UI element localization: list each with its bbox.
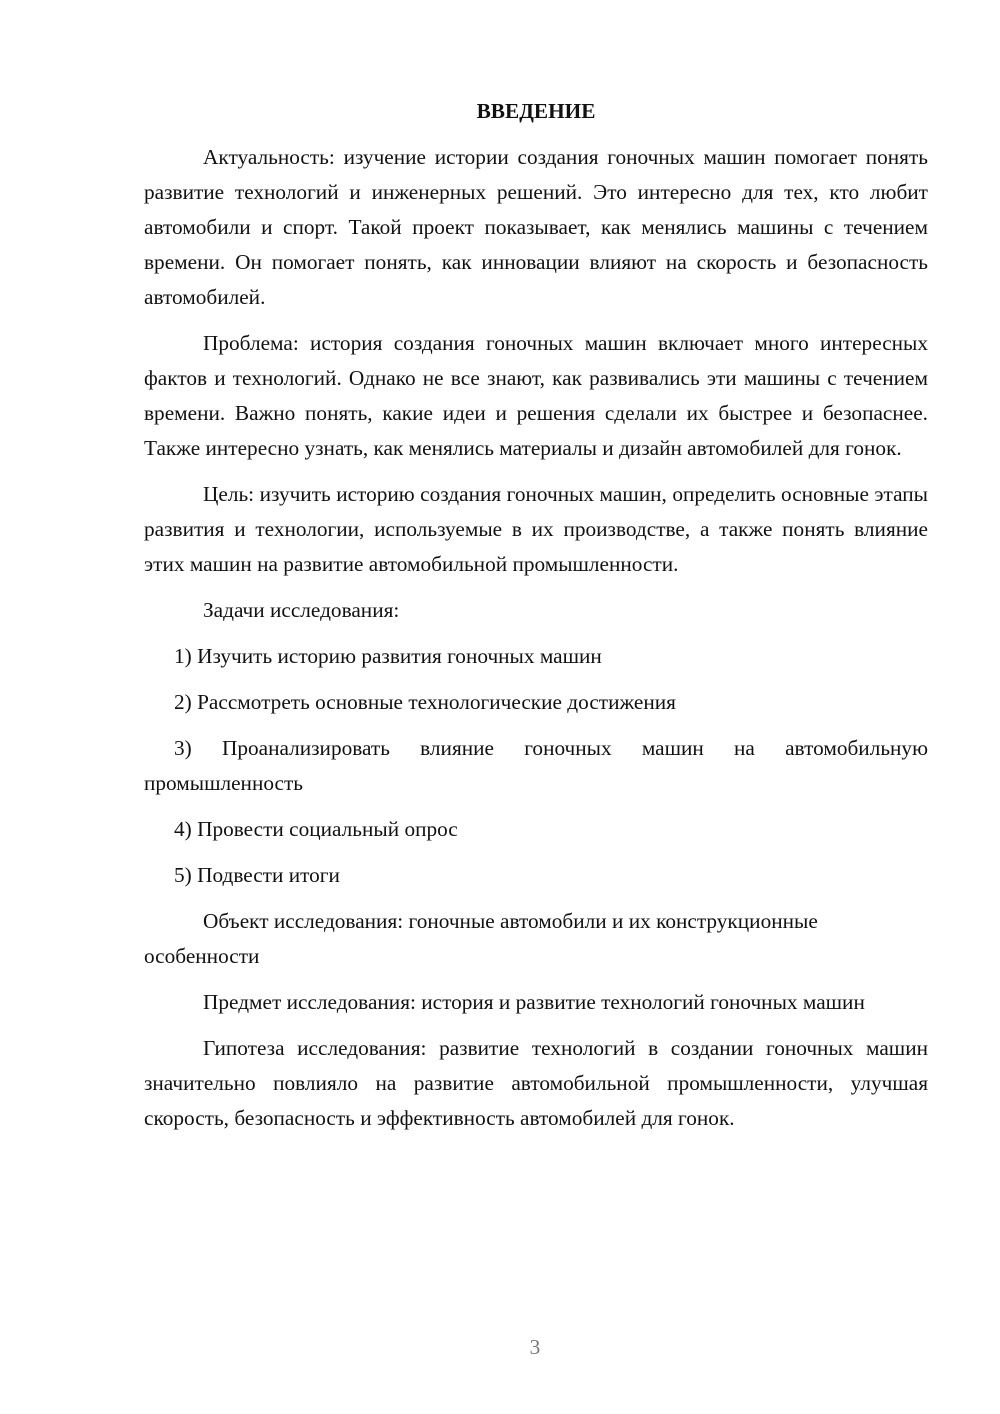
task-item-3: 3) Проанализировать влияние гоночных машин на автомобильную промышленность xyxy=(144,736,928,795)
relevance-paragraph: Актуальность: изучение истории создания гоночных машин помогает понять развитие технологий и инженерных решений. Это интересно для тех, кто любит автомобили и спорт. Такой проект показывает, как менялись машины с течением времени. Он помогает понять, как инновации влияют на скорость и безопасность автомобилей. xyxy=(144,145,928,309)
hypothesis-paragraph: Гипотеза исследования: развитие технологий в создании гоночных машин значительно повлияло на развитие автомобильной промышленности, улучшая скорость, безопасность и эффективность автомобилей для гонок. xyxy=(144,1036,928,1130)
problem-paragraph: Проблема: история создания гоночных машин включает много интересных фактов и технологий. Однако не все знают, как развивались эти машины с течением времени. Важно понять, какие идеи и решения сделали их быстрее и безопаснее. Также интересно узнать, как менялись материалы и дизайн автомобилей для гонок. xyxy=(144,331,928,460)
page-number: 3 xyxy=(529,1335,541,1359)
document-body xyxy=(144,94,928,1147)
object-paragraph: Объект исследования: гоночные автомобили и их конструкционные особенности xyxy=(144,909,818,968)
subject-paragraph: Предмет исследования: история и развитие технологий гоночных машин xyxy=(203,990,865,1014)
task-item-1: 1) Изучить историю развития гоночных машин xyxy=(174,644,602,668)
task-item-4: 4) Провести социальный опрос xyxy=(174,817,458,841)
task-item-2: 2) Рассмотреть основные технологические достижения xyxy=(174,690,676,714)
task-item-5: 5) Подвести итоги xyxy=(174,863,340,887)
section-heading: ВВЕДЕНИЕ xyxy=(476,99,596,123)
goal-paragraph: Цель: изучить историю создания гоночных машин, определить основные этапы развития и технологии, используемые в их производстве, а также понять влияние этих машин на развитие автомобильной промышленности. xyxy=(144,482,928,576)
tasks-title: Задачи исследования: xyxy=(203,598,400,622)
